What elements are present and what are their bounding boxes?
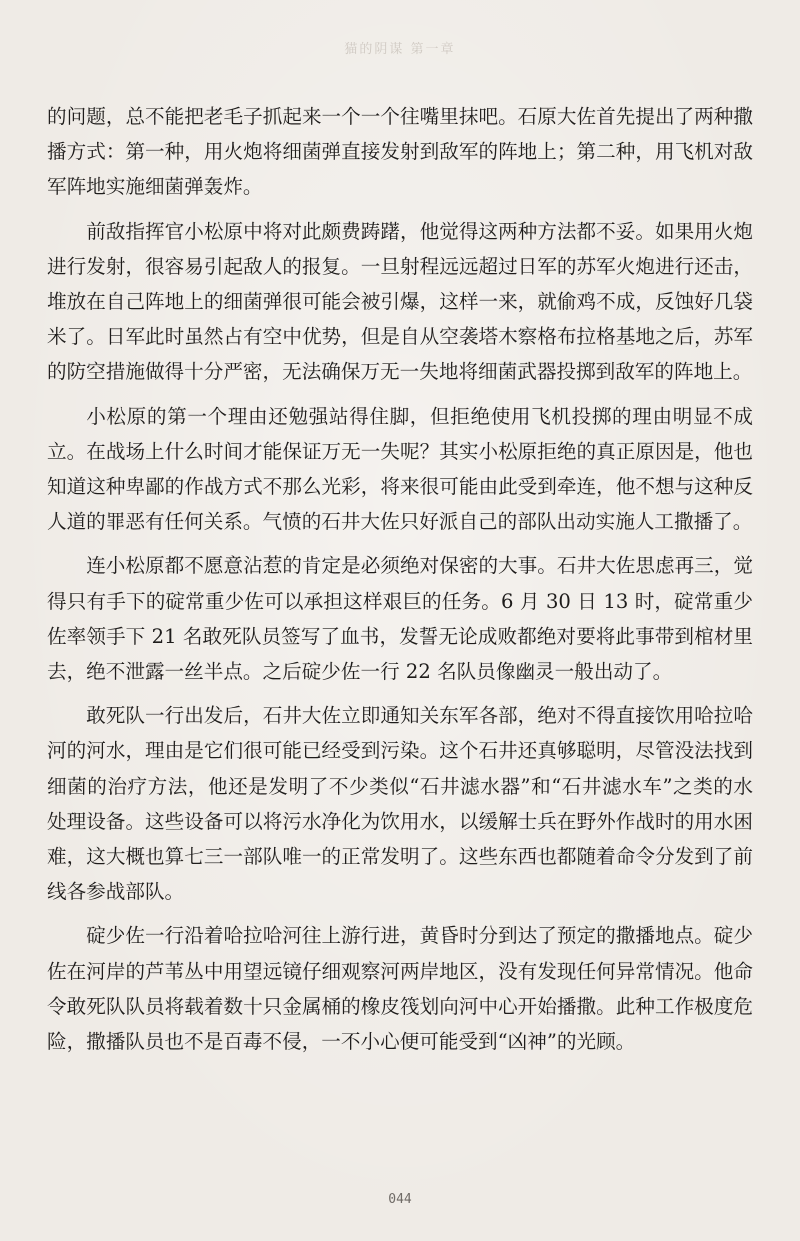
running-header: 猫的阴谋 第一章 (344, 42, 456, 57)
page-number: 044 (388, 1192, 412, 1207)
paragraph: 碇少佐一行沿着哈拉哈河往上游行进，黄昏时分到达了预定的撒播地点。碇少佐在河岸的芦苇丛中用望远镜仔细观察河两岸地区，没有发现任何异常情况。他命令敢死队队员将载着数十只金属桶的橡皮筏划向河中心开始播撒。此种工作极度危险，撒播队员也不是百毒不侵，一不小心便可能受到“凶神”的光顾。 (47, 924, 753, 1054)
paragraph: 的问题，总不能把老毛子抓起来一个一个往嘴里抹吧。石原大佐首先提出了两种撒播方式：第一种，用火炮将细菌弹直接发射到敌军的阵地上；第二种，用飞机对敌军阵地实施细菌弹轰炸。 (47, 105, 753, 199)
paragraph: 敢死队一行出发后，石井大佐立即通知关东军各部，绝对不得直接饮用哈拉哈河的河水，理由是它们很可能已经受到污染。这个石井还真够聪明，尽管没法找到细菌的治疗方法，他还是发明了不少类似“石井滤水器”和“石井滤水车”之类的水处理设备。这些设备可以将污水净化为饮用水，以缓解士兵在野外作战时的用水困难，这大概也算七三一部队唯一的正常发明了。这些东西也都随着命令分发到了前线各参战部队。 (47, 704, 753, 904)
paragraph: 前敌指挥官小松原中将对此颇费踌躇，他觉得这两种方法都不妥。如果用火炮进行发射，很容易引起敌人的报复。一旦射程远远超过日军的苏军火炮进行还击，堆放在自己阵地上的细菌弹很可能会被引爆，这样一来，就偷鸡不成，反蚀好几袋米了。日军此时虽然占有空中优势，但是自从空袭塔木察格布拉格基地之后，苏军的防空措施做得十分严密，无法确保万无一失地将细菌武器投掷到敌军的阵地上。 (47, 219, 753, 384)
paragraph: 连小松原都不愿意沾惹的肯定是必须绝对保密的大事。石井大佐思虑再三，觉得只有手下的碇常重少佐可以承担这样艰巨的任务。6 月 30 日 13 时，碇常重少佐率领手下 21 名敢死队员签写了血书，发誓无论成败都绝对要将此事带到棺材里去，绝不泄露一丝半点。之后碇少佐一行 22 名队员像幽灵一般出动了。 (47, 554, 753, 684)
paragraph: 小松原的第一个理由还勉强站得住脚，但拒绝使用飞机投掷的理由明显不成立。在战场上什么时间才能保证万无一失呢？其实小松原拒绝的真正原因是，他也知道这种卑鄙的作战方式不那么光彩，将来很可能由此受到牵连，他不想与这种反人道的罪恶有任何关系。气愤的石井大佐只好派自己的部队出动实施人工撒播了。 (47, 404, 753, 534)
body-text (47, 99, 753, 1068)
